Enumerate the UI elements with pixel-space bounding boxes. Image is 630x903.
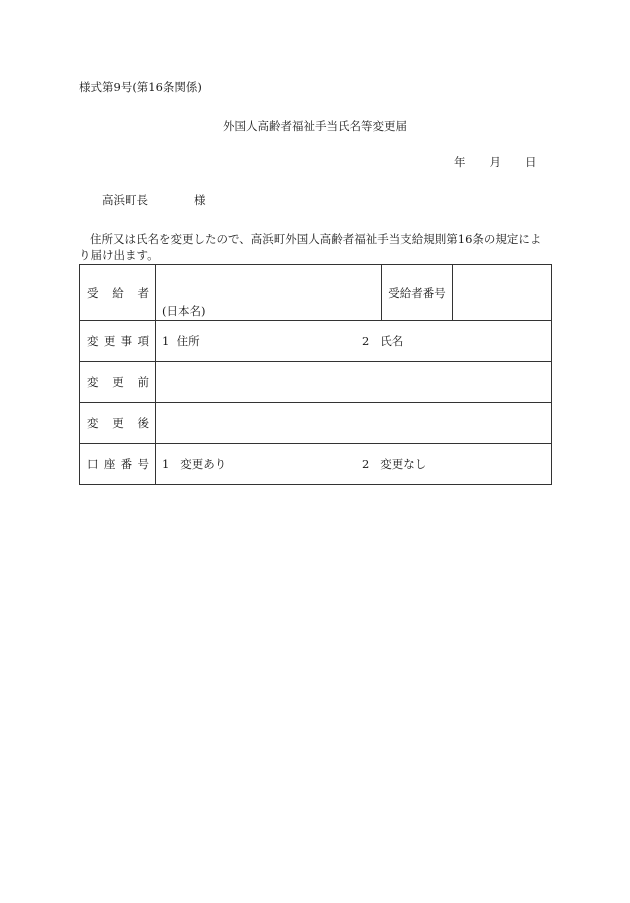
label-change-item [80,321,156,362]
label-char: 座 [103,457,116,471]
date-year: 年 [454,155,466,169]
form-table [79,264,552,485]
option-label: 変更なし [380,457,427,471]
body-text [79,231,555,263]
row-change-item [80,321,552,362]
label-char: 番 [120,457,133,471]
label-recipient [80,265,156,321]
option-changed[interactable] [162,456,226,472]
form-number: 様式第9号(第16条関係) [79,80,202,94]
row-before-change [80,362,552,403]
label-after-change [80,403,156,444]
label-char: 更 [112,375,124,389]
option-label: 住所 [176,334,200,348]
label-account-number [80,444,156,485]
label-char: 変 [87,334,99,348]
body-line-2: り届け出ます。 [79,248,159,262]
document-title: 外国人高齢者福祉手当氏名等変更届 [223,119,407,133]
before-change-field[interactable] [156,362,552,403]
label-char: 変 [87,416,99,430]
option-name[interactable] [362,333,403,349]
option-number: 2 [362,457,370,471]
addressee-name: 高浜町長 [102,193,148,207]
japanese-name-label: (日本名) [162,304,206,318]
recipient-name-field[interactable] [156,265,382,321]
recipient-number-field[interactable] [453,265,552,321]
option-number: 1 [162,334,170,348]
account-options [156,444,552,485]
label-char: 更 [112,416,124,430]
row-recipient [80,265,552,321]
label-char: 後 [137,416,149,430]
label-char: 給 [112,285,124,300]
option-number: 2 [362,334,370,348]
row-account-number [80,444,552,485]
option-label: 変更あり [180,457,227,471]
option-unchanged[interactable] [362,456,426,472]
change-item-options [156,321,552,362]
label-char: 号 [137,457,149,471]
date-line [454,155,537,170]
label-char: 者 [137,285,149,300]
label-char: 項 [137,334,149,348]
addressee [102,193,206,208]
addressee-honorific: 様 [194,193,206,207]
label-before-change [80,362,156,403]
date-day: 日 [525,155,537,169]
label-char: 前 [137,375,149,389]
option-address[interactable] [162,333,200,349]
row-after-change [80,403,552,444]
after-change-field[interactable] [156,403,552,444]
option-label: 氏名 [380,334,404,348]
label-char: 変 [87,375,99,389]
date-month: 月 [489,155,501,169]
label-char: 更 [103,334,116,348]
label-recipient-number: 受給者番号 [382,265,453,321]
body-line-1: 住所又は氏名を変更したので、高浜町外国人高齢者福祉手当支給規則第16条の規定によ [90,232,542,246]
label-char: 受 [87,285,99,300]
label-char: 口 [87,457,99,471]
option-number: 1 [162,457,170,471]
label-char: 事 [120,334,133,348]
